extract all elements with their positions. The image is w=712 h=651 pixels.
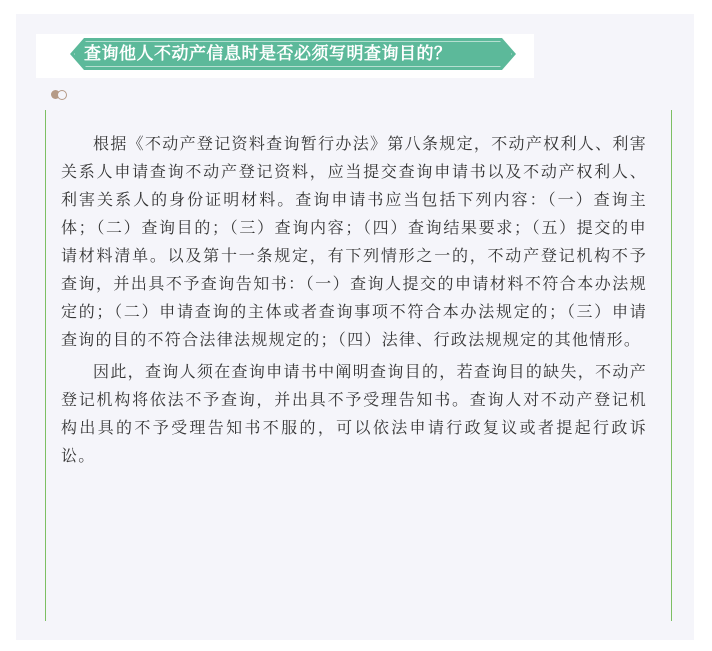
decorative-dots-icon	[51, 90, 71, 100]
article-body	[61, 130, 647, 474]
left-border-line	[45, 110, 46, 621]
paragraph-1: 根据《不动产登记资料查询暂行办法》第八条规定，不动产权利人、利害关系人申请查询不动产登记资料，应当提交查询申请书以及不动产权利人、利害关系人的身份证明材料。查询申请书应当包括下列内容：（一）查询主体；（二）查询目的；（三）查询内容；（四）查询结果要求；（五）提交的申请材料清单。以及第十一条规定，有下列情形之一的，不动产登记机构不予查询，并出具不予查询告知书：（一）查询人提交的申请材料不符合本办法规定的；（二）申请查询的主体或者查询事项不符合本办法规定的；（三）申请查询的目的不符合法律法规规定的；（四）法律、行政法规规定的其他情形。	[61, 134, 647, 349]
article-title: 查询他人不动产信息时是否必须写明查询目的？	[84, 44, 452, 64]
paragraph-2: 因此，查询人须在查询申请书中阐明查询目的，若查询目的缺失，不动产登记机构将依法不予查询，并出具不予受理告知书。查询人对不动产登记机构出具的不予受理告知书不服的，可以依法申请行政复议或者提起行政诉讼。	[61, 362, 647, 465]
right-border-line	[671, 110, 672, 621]
